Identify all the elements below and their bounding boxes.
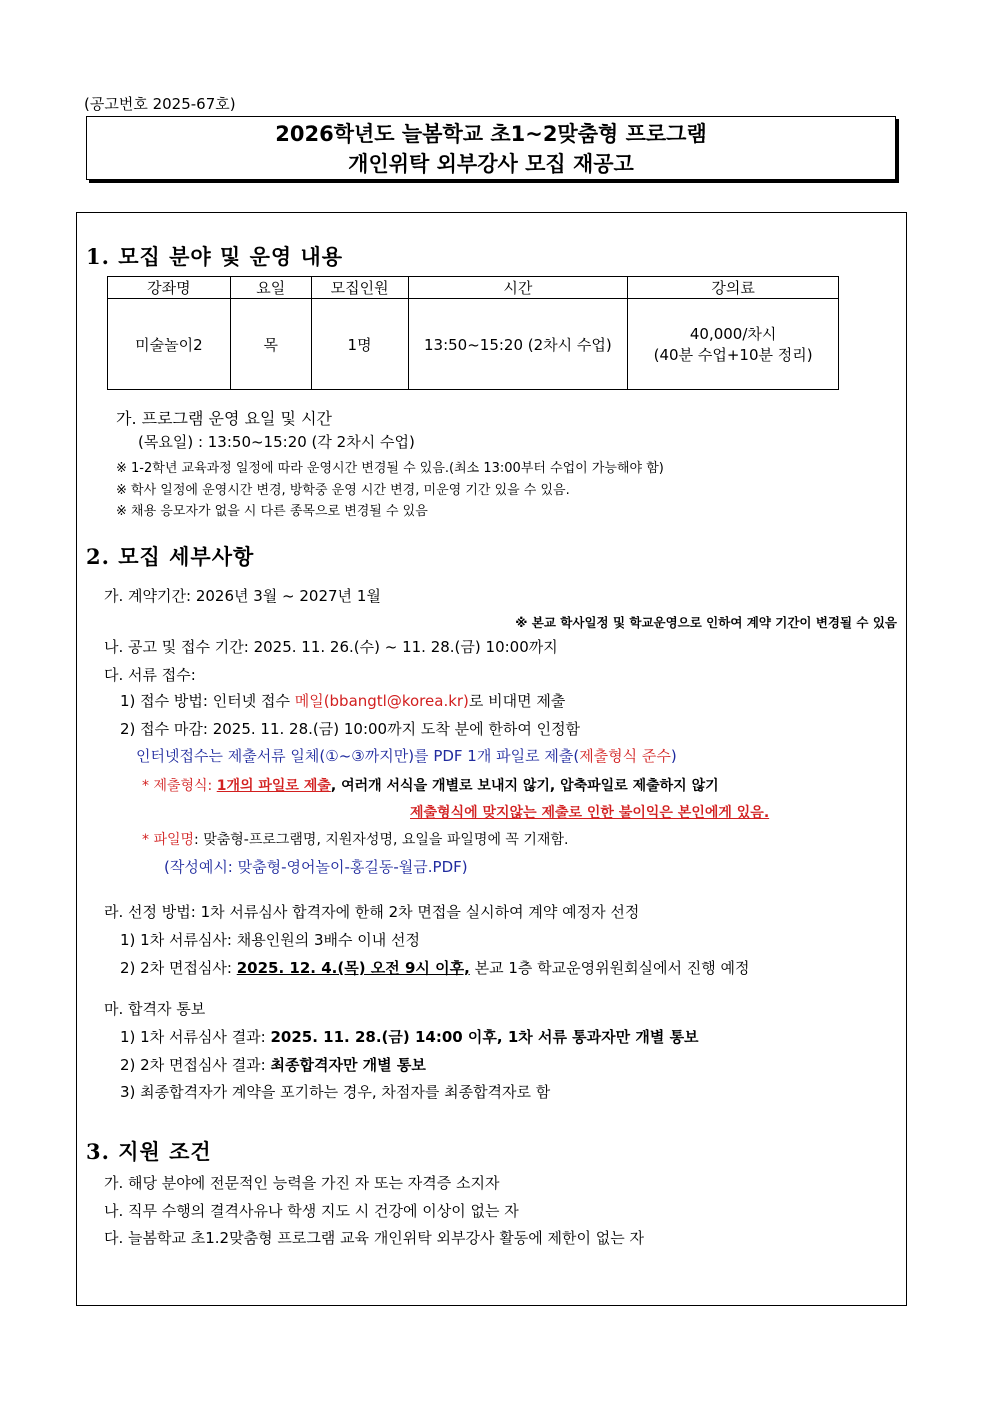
notify-1-value: 2025. 11. 28.(금) 14:00 이후, 1차 서류 통과자만 개별 통보 xyxy=(270,1028,699,1046)
application-period xyxy=(104,636,558,657)
filename-example: (작성예시: 맞춤형-영어놀이-홍길동-월금.PDF) xyxy=(164,858,468,876)
schedule-detail: (목요일) : 13:50~15:20 (각 2차시 수업) xyxy=(138,433,415,451)
notice-number: (공고번호 2025-67호) xyxy=(84,95,236,113)
title-line-2: 개인위탁 외부강사 모집 재공고 xyxy=(348,152,634,176)
selection-2-suffix: 본교 1층 학교운영위원회실에서 진행 예정 xyxy=(469,959,750,977)
cell-time: 13:50~15:20 (2차시 수업) xyxy=(408,299,628,390)
contract-label: 가. 계약기간: xyxy=(104,587,196,605)
format-rule xyxy=(142,775,719,795)
section3-heading: 3. 지원 조건 xyxy=(86,1139,212,1164)
schedule-title: 가. 프로그램 운영 요일 및 시간 xyxy=(116,409,332,428)
section2-heading: 2. 모집 세부사항 xyxy=(86,544,255,569)
cell-fee xyxy=(628,299,839,390)
internet-submission xyxy=(136,745,677,766)
contract-value: 2026년 3월 ~ 2027년 1월 xyxy=(195,587,381,605)
notify-2-prefix: 2) 2차 면접심사 결과: xyxy=(120,1056,271,1074)
filename-label: * 파일명 xyxy=(142,832,195,848)
submission-deadline xyxy=(120,718,580,739)
cell-count: 1명 xyxy=(311,299,408,390)
period-value: 2025. 11. 26.(수) ~ 11. 28.(금) 10:00까지 xyxy=(253,638,558,656)
deadline-prefix: 2) 접수 마감: xyxy=(120,720,213,738)
docs-label: 다. 서류 접수: xyxy=(104,666,196,684)
method-mail: 메일 xyxy=(294,692,324,710)
format-warning: 제출형식에 맞지않는 제출로 인한 불이익은 본인에게 있음. xyxy=(410,805,770,821)
table-row xyxy=(108,299,839,390)
header-fee: 강의료 xyxy=(628,277,839,299)
notify-step-3: 3) 최종합격자가 계약을 포기하는 경우, 차점자를 최종합격자로 함 xyxy=(120,1083,551,1101)
cell-course: 미술놀이2 xyxy=(108,299,231,390)
notify-1-prefix: 1) 1차 서류심사 결과: xyxy=(120,1028,271,1046)
contract-note: ※ 본교 학사일정 및 학교운영으로 인하여 계약 기간이 변경될 수 있음 xyxy=(515,615,897,630)
submission-method xyxy=(120,690,565,711)
filename-rest: : 맞춤형-프로그램명, 지원자성명, 요일을 파일명에 꼭 기재함. xyxy=(194,832,569,848)
section1-heading: 1. 모집 분야 및 운영 내용 xyxy=(86,244,344,269)
fee-line-2: (40분 수업+10분 정리) xyxy=(653,346,813,364)
format-rest: , 여러개 서식을 개별로 보내지 않기, 압축파일로 제출하지 않기 xyxy=(330,778,719,794)
period-label: 나. 공고 및 접수 기간: xyxy=(104,638,254,656)
cell-day: 목 xyxy=(230,299,311,390)
condition-2: 나. 직무 수행의 결격사유나 학생 지도 시 건강에 이상이 없는 자 xyxy=(104,1202,519,1220)
header-count: 모집인원 xyxy=(311,277,408,299)
header-time: 시간 xyxy=(408,277,628,299)
program-table xyxy=(107,276,839,390)
notify-label: 마. 합격자 통보 xyxy=(104,1000,206,1018)
condition-3: 다. 늘봄학교 초1.2맞춤형 프로그램 교육 개인위탁 외부강사 활동에 제한이 없는 자 xyxy=(104,1229,644,1247)
title-line-1: 2026학년도 늘봄학교 초1~2맞춤형 프로그램 xyxy=(275,122,707,146)
method-prefix: 1) 접수 방법: 인터넷 접수 xyxy=(120,692,295,710)
notify-2-value: 최종합격자만 개별 통보 xyxy=(270,1056,426,1074)
contract-period xyxy=(104,585,381,606)
filename-rule xyxy=(142,829,568,849)
selection-step-2 xyxy=(120,957,750,978)
selection-step-1: 1) 1차 서류심사: 채용인원의 3배수 이내 선정 xyxy=(120,931,420,949)
method-suffix: 로 비대면 제출 xyxy=(468,692,566,710)
selection-2-prefix: 2) 2차 면접심사: xyxy=(120,959,237,977)
selection-method: 라. 선정 방법: 1차 서류심사 합격자에 한해 2차 면접을 실시하여 계약 예정자 선정 xyxy=(104,903,640,921)
header-course: 강좌명 xyxy=(108,277,231,299)
fee-line-1: 40,000/차시 xyxy=(689,325,777,343)
note-2: ※ 학사 일정에 운영시간 변경, 방학중 운영 시간 변경, 미운영 기간 있을 수 있음. xyxy=(116,483,570,498)
notify-step-1 xyxy=(120,1026,699,1047)
table-header-row xyxy=(108,277,839,299)
note-1: ※ 1-2학년 교육과정 일정에 따라 운영시간 변경될 수 있음.(최소 13:00부터 수업이 가능해야 함) xyxy=(116,461,664,476)
internet-format: 제출형식 준수 xyxy=(579,747,671,765)
format-label: * 제출형식: xyxy=(142,778,217,794)
internet-prefix: 인터넷접수는 제출서류 일체(①~③까지만)를 PDF 1개 파일로 제출( xyxy=(136,747,580,765)
header-day: 요일 xyxy=(230,277,311,299)
notify-step-2 xyxy=(120,1054,426,1075)
condition-1: 가. 해당 분야에 전문적인 능력을 가진 자 또는 자격증 소지자 xyxy=(104,1174,500,1192)
deadline-value: 2025. 11. 28.(금) 10:00까지 도착 분에 한하여 인정함 xyxy=(212,720,581,738)
email-link[interactable]: (bbangtl@korea.kr) xyxy=(323,692,469,710)
title-box xyxy=(86,116,896,180)
selection-2-date: 2025. 12. 4.(목) 오전 9시 이후, xyxy=(236,959,470,977)
note-3: ※ 채용 응모자가 없을 시 다른 종목으로 변경될 수 있음 xyxy=(116,504,428,519)
format-one-file: 1개의 파일로 제출 xyxy=(216,778,331,794)
internet-suffix: ) xyxy=(670,747,677,765)
